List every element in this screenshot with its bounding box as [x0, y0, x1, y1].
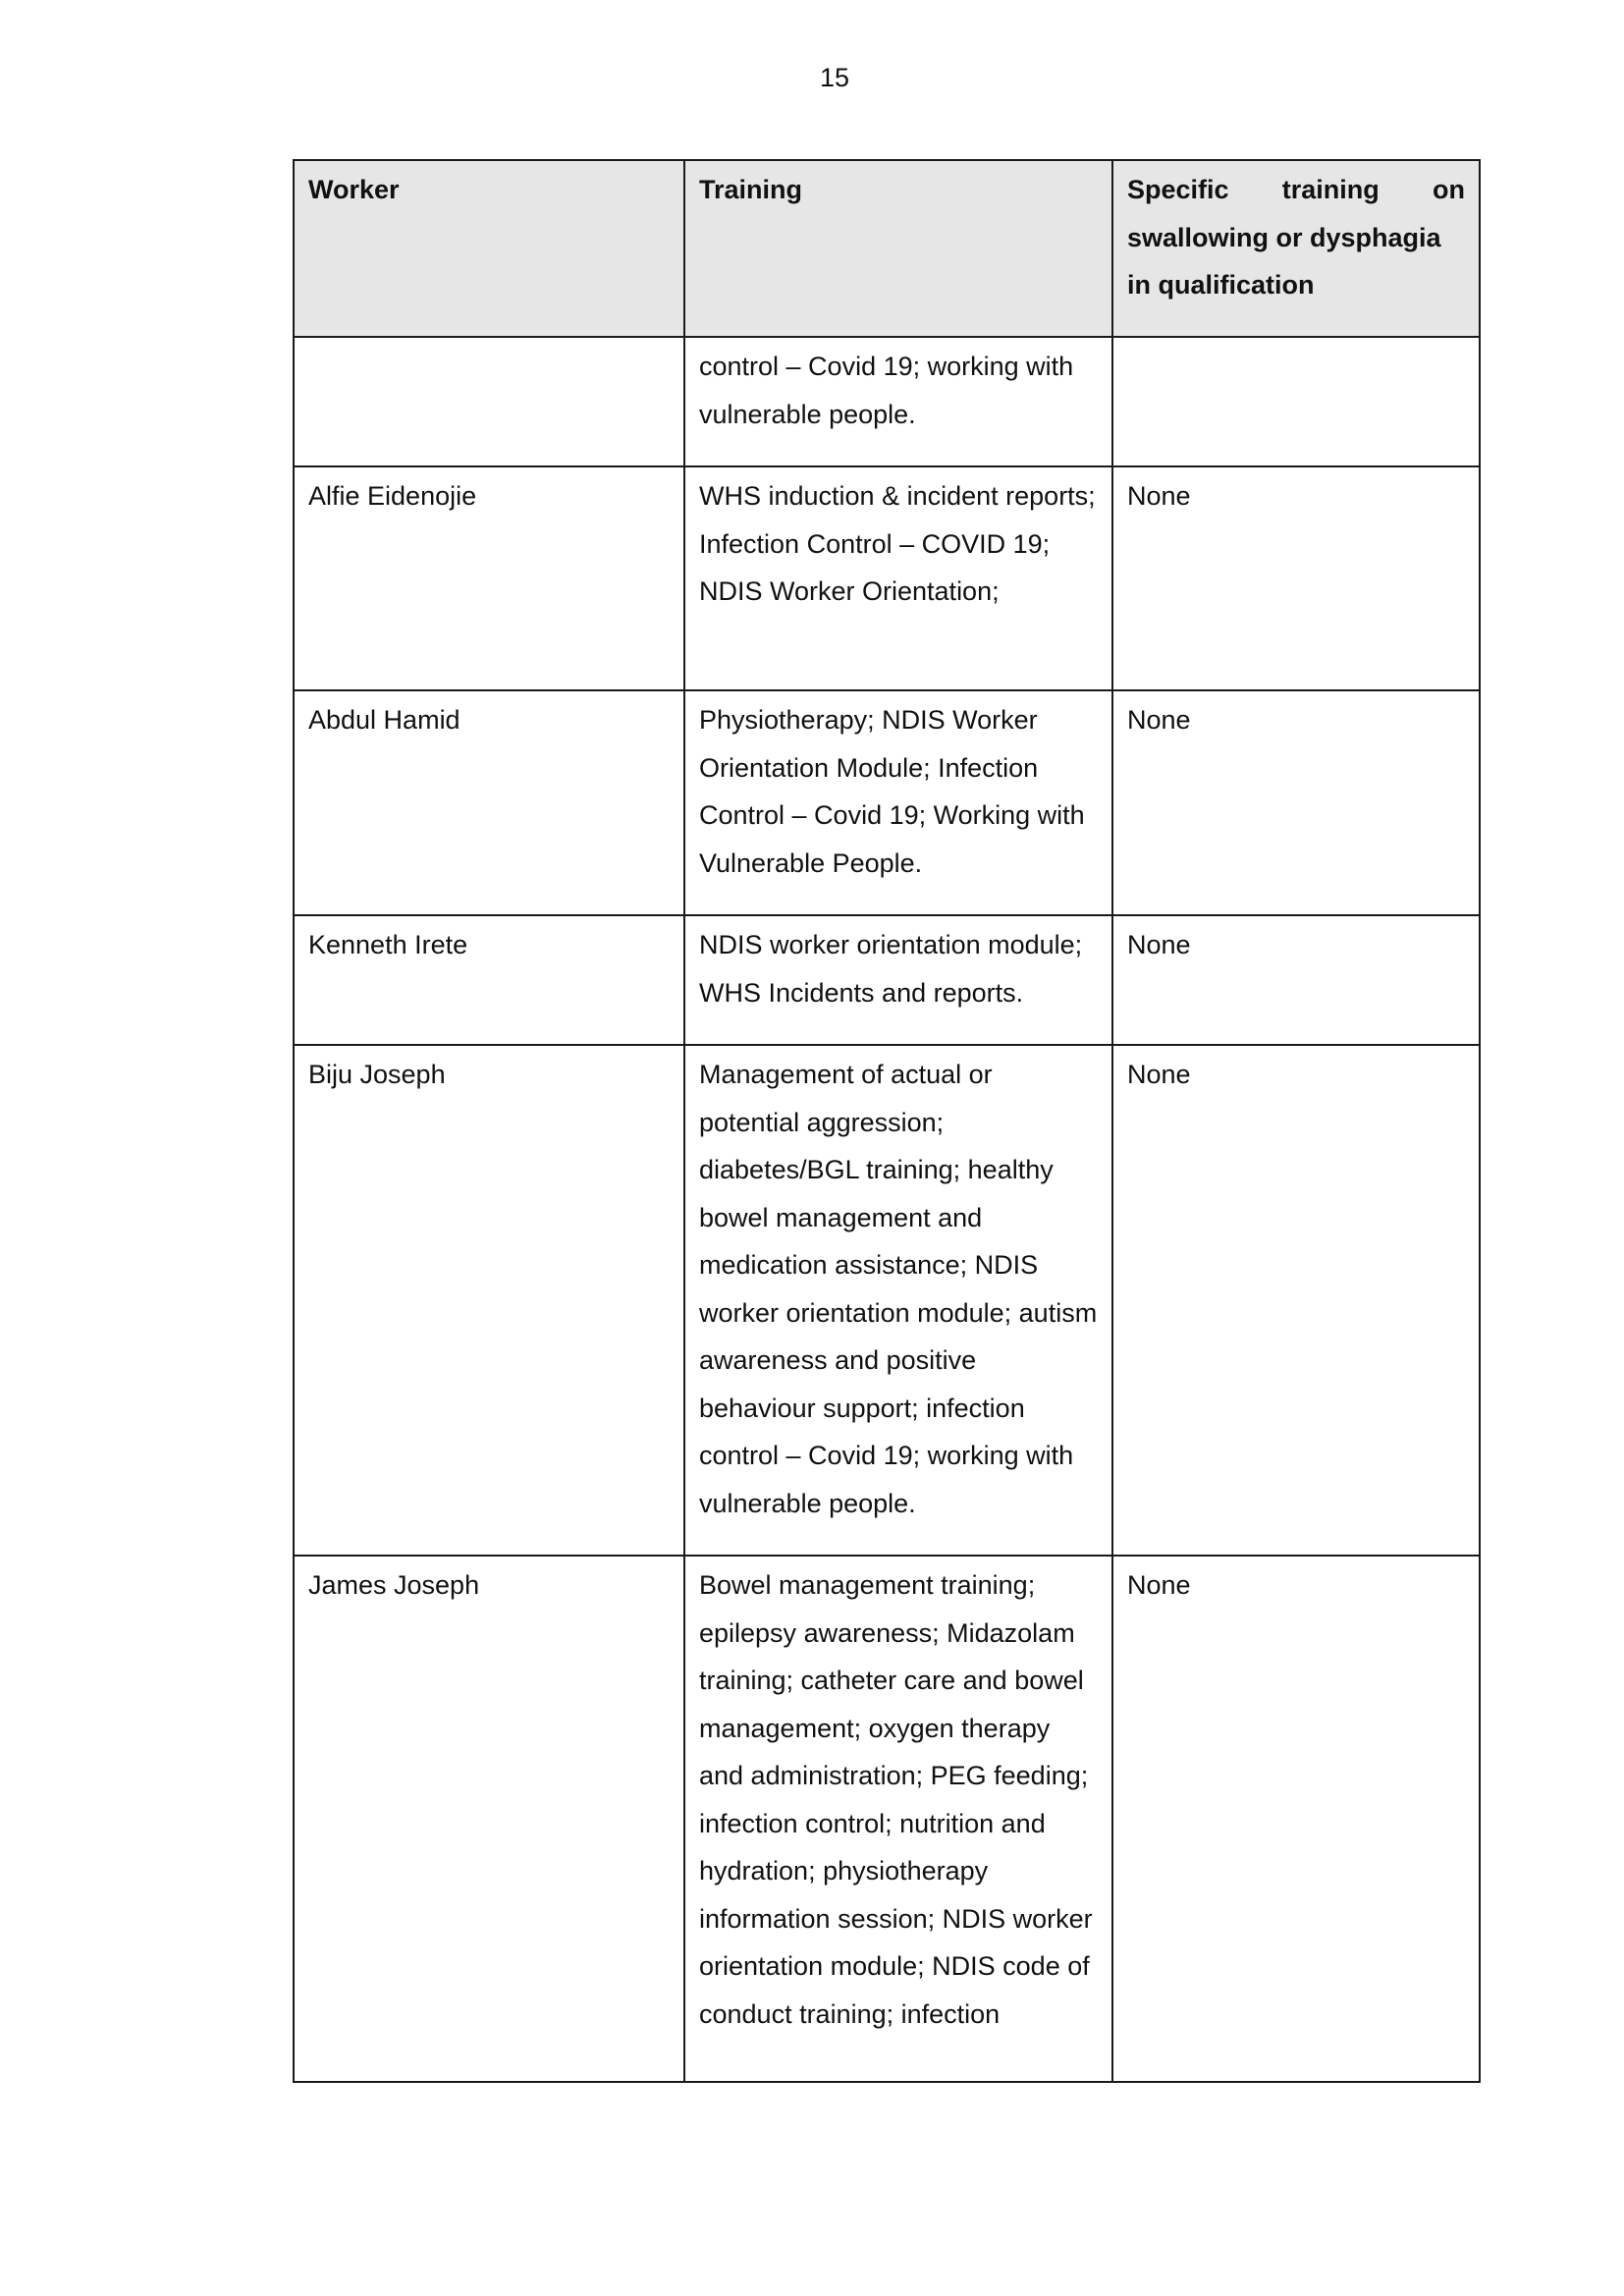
table-row — [294, 915, 1480, 1045]
table-row — [294, 1045, 1480, 1556]
header-worker: Worker — [294, 160, 684, 337]
cell-worker — [294, 337, 684, 466]
cell-worker: James Joseph — [294, 1556, 684, 2082]
cell-specific: None — [1112, 690, 1480, 915]
page-number: 15 — [819, 63, 850, 92]
cell-specific — [1112, 337, 1480, 466]
table-row — [294, 466, 1480, 690]
cell-training: Bowel management training; epilepsy awareness; Midazolam training; catheter care and bowel management; oxygen therapy and administration; PEG feeding; infection control; nutrition and hydration; physiotherapy information session; NDIS worker orientation module; NDIS code of conduct training; infection — [684, 1556, 1112, 2082]
cell-training: control – Covid 19; working with vulnerable people. — [684, 337, 1112, 466]
cell-worker: Alfie Eidenojie — [294, 466, 684, 690]
cell-worker: Kenneth Irete — [294, 915, 684, 1045]
header-training: Training — [684, 160, 1112, 337]
cell-specific: None — [1112, 1045, 1480, 1556]
cell-worker: Abdul Hamid — [294, 690, 684, 915]
cell-training: Physiotherapy; NDIS Worker Orientation Module; Infection Control – Covid 19; Working with Vulnerable People. — [684, 690, 1112, 915]
cell-specific: None — [1112, 915, 1480, 1045]
header-specific-rest: swallowing or dysphagia in qualification — [1127, 222, 1441, 300]
cell-training: Management of actual or potential aggression; diabetes/BGL training; healthy bowel management and medication assistance; NDIS worker orientation module; autism awareness and positive behaviour support; infection control – Covid 19; working with vulnerable people. — [684, 1045, 1112, 1556]
worker-training-table — [293, 159, 1481, 2083]
header-specific-line1: Specific training on — [1127, 175, 1465, 204]
cell-specific: None — [1112, 1556, 1480, 2082]
header-specific-training — [1112, 160, 1480, 337]
table-header-row — [294, 160, 1480, 337]
table-row — [294, 1556, 1480, 2082]
cell-specific: None — [1112, 466, 1480, 690]
table-row — [294, 690, 1480, 915]
cell-worker: Biju Joseph — [294, 1045, 684, 1556]
table-row — [294, 337, 1480, 466]
cell-training: NDIS worker orientation module; WHS Incidents and reports. — [684, 915, 1112, 1045]
cell-training: WHS induction & incident reports; Infection Control – COVID 19; NDIS Worker Orientation; — [684, 466, 1112, 690]
